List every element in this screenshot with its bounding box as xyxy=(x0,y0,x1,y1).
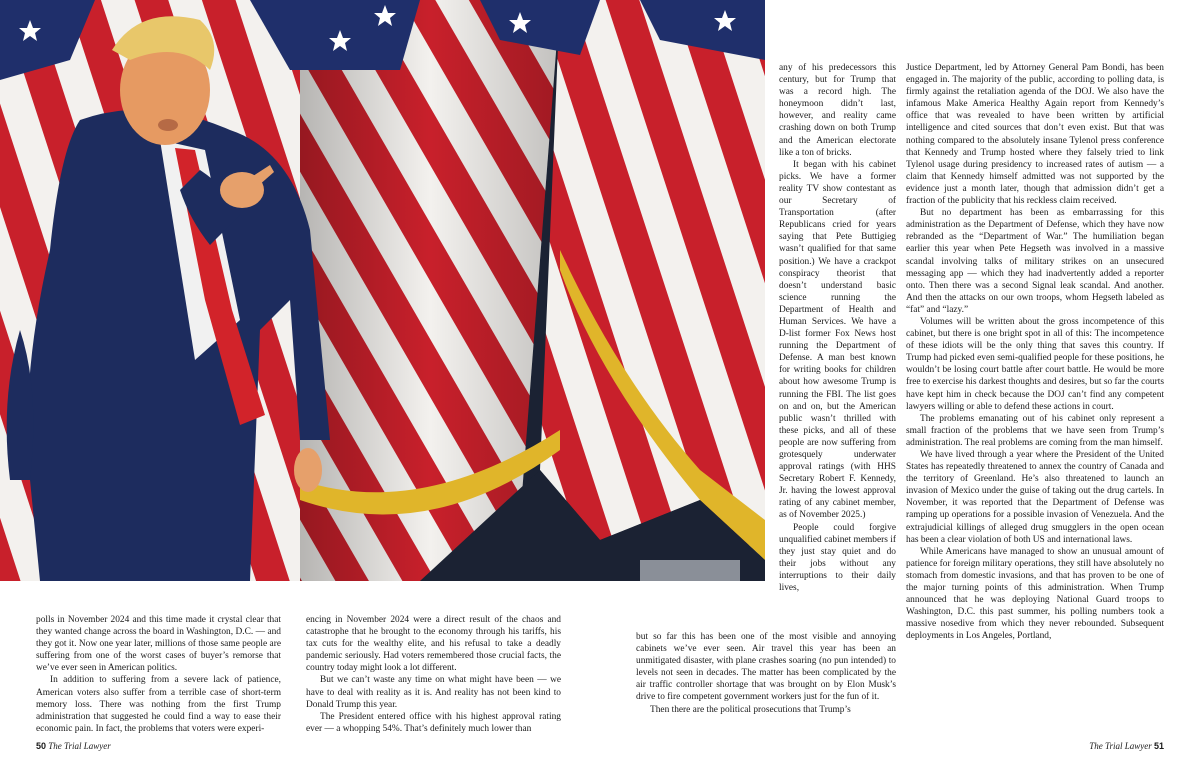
left-page-column-2 xyxy=(306,614,561,735)
page-number: 50 xyxy=(36,741,47,751)
paragraph: In addition to suffering from a severe lack of patience, American voters also suffer from a terrible case of short-term memory loss. There was nothing from the first Trump administration that suggested he could find a way to ease their economic pain. In fact, the problems that voters were experi- xyxy=(36,675,281,734)
right-folio xyxy=(1089,741,1164,751)
right-page-bottom-column xyxy=(636,631,896,716)
paragraph: but so far this has been one of the most visible and annoying cabinets we’ve ever seen. Air travel this year has been an unmitigated disaster, with plane crashes soaring (no pun intended) to levels not seen in decades. The matter has been complicated by the air traffic controller shortage that was brought on by Elon Musk’s drive to fire competent government workers just for the fun of it. xyxy=(636,632,896,703)
paragraph: People could forgive unqualified cabinet members if they just stay quiet and do their jobs without any interruptions to their daily lives, xyxy=(779,522,896,594)
paragraph: encing in November 2024 were a direct result of the chaos and catastrophe that he brought to the economy through his tariffs, his tax cuts for the wealthy elite, and his refusal to take a deadly pandemic seriously. Had voters remembered those crucial facts, the country today might look a lot different. xyxy=(306,615,561,674)
left-page-column-1 xyxy=(36,614,281,735)
paragraph: We have lived through a year where the President of the United States has repeatedly threatened to annex the country of Canada and the territory of Greenland. He’s also threatened to launch an invasion of Mexico under the guise of taking out the drug cartels. In November, it was reported that the Department of Defense was ramping up operations for a possible invasion of Venezuela. And the extrajudicial killings of alleged drug smugglers in the open ocean has been a clear violation of both US and international laws. xyxy=(906,450,1164,545)
paragraph: Justice Department, led by Attorney General Pam Bondi, has been engaged in. The majority of the public, according to polling data, is firmly against the retaliation agenda of the DOJ. We also have the infamous Make America Healthy Again report from Kennedy’s office that was revealed to have been written by artificial intelligence and cited sources that don’t even exist. But that was nothing compared to the absolutely insane Tylenol press conference that Kennedy and Trump hosted where they falsely tried to link Tylenol usage during presidency to increased rates of autism — a claim that Kennedy himself admitted was not supported by the evidence just a month later, though that admission didn’t get a fraction of the publicity that his reckless claim received. xyxy=(906,63,1164,207)
paragraph: any of his predecessors this century, but for Trump that was a record high. The honeymoon didn’t last, however, and reality came crashing down on both Trump and the American electorate like a ton of bricks. xyxy=(779,63,896,158)
publication-name: The Trial Lawyer xyxy=(48,741,111,751)
paragraph: The President entered office with his highest approval rating ever — a whopping 54%. That’s definitely much lower than xyxy=(306,711,561,734)
paragraph: It began with his cabinet picks. We have a former reality TV show contestant as our Secretary of Transportation (after Republicans cried for years saying that Pete Buttigieg wasn’t qualified for that same position.) We have a crackpot conspiracy theorist that doesn’t understand basic science running the Department of Health and Human Services. We have a D-list former Fox News host running the Department of Defense. A man best known for writing books for children about how awesome Trump is running the FBI. The list goes on and on, but the American public wasn’t thrilled with these picks, and all of these people are now suffering from grotesquely underwater approval ratings (with HHS Secretary Robert F. Kennedy, Jr. having the lowest approval rating of any cabinet member, as of November 2025.) xyxy=(779,159,896,521)
left-folio xyxy=(36,741,111,751)
paragraph: Volumes will be written about the gross incompetence of this cabinet, but there is one bright spot in all of this: The incompetence of these idiots will be the only thing that saves this country. If Trump had picked even semi-qualified people for these positions, he wouldn’t be losing court battle after court battle. He would be more free to exercise his darkest thoughts and desires, but so far the courts have kept him in check because the DOJ can’t find any competent lawyers willing or able to defend these actions in court. xyxy=(906,316,1164,412)
paragraph: polls in November 2024 and this time made it crystal clear that they wanted change across the board in Washington, D.C. — and they got it. Now one year later, millions of those same people are suffering from one of the worst cases of buyer’s remorse that we’ve ever seen in American politics. xyxy=(36,615,281,674)
paragraph: Then there are the political prosecutions that Trump’s xyxy=(650,704,851,715)
cover-photo xyxy=(0,0,765,581)
page-number: 51 xyxy=(1153,741,1164,751)
paragraph: But no department has been as embarrassing for this administration as the Department of Defense, which they have now rebranded as the “Department of War.” The humiliation began earlier this year when Pete Hegseth was involved in a massive scandal involving talks of military strikes on an unsecured messaging app — which they had inadvertently added a reporter onto. Then there was a second Signal leak scandal. And another. And then the attacks on our own troops, whom Hegseth labeled as “fat” and “lazy.” xyxy=(906,208,1164,315)
right-page-narrow-column xyxy=(779,62,896,594)
paragraph: But we can’t waste any time on what might have been — we have to deal with reality as it is. And reality has not been kind to Donald Trump this year. xyxy=(306,675,561,710)
right-page-column xyxy=(906,62,1164,643)
paragraph: While Americans have managed to show an unusual amount of patience for foreign military operations, they still have absolutely no stomach from domestic invasions, and that has proven to be one of the major turning points of this administration. When Trump announced that he was deploying National Guard troops to Washington, D.C. this past summer, his polling numbers took a massive nosedive from which they never rebounded. Subsequent deployments in Los Angeles, Portland, xyxy=(906,546,1164,642)
paragraph: The problems emanating out of his cabinet only represent a small fraction of the problems that we have seen from Trump’s administration. The real problems are coming from the man himself. xyxy=(906,413,1164,448)
publication-name: The Trial Lawyer xyxy=(1089,741,1152,751)
